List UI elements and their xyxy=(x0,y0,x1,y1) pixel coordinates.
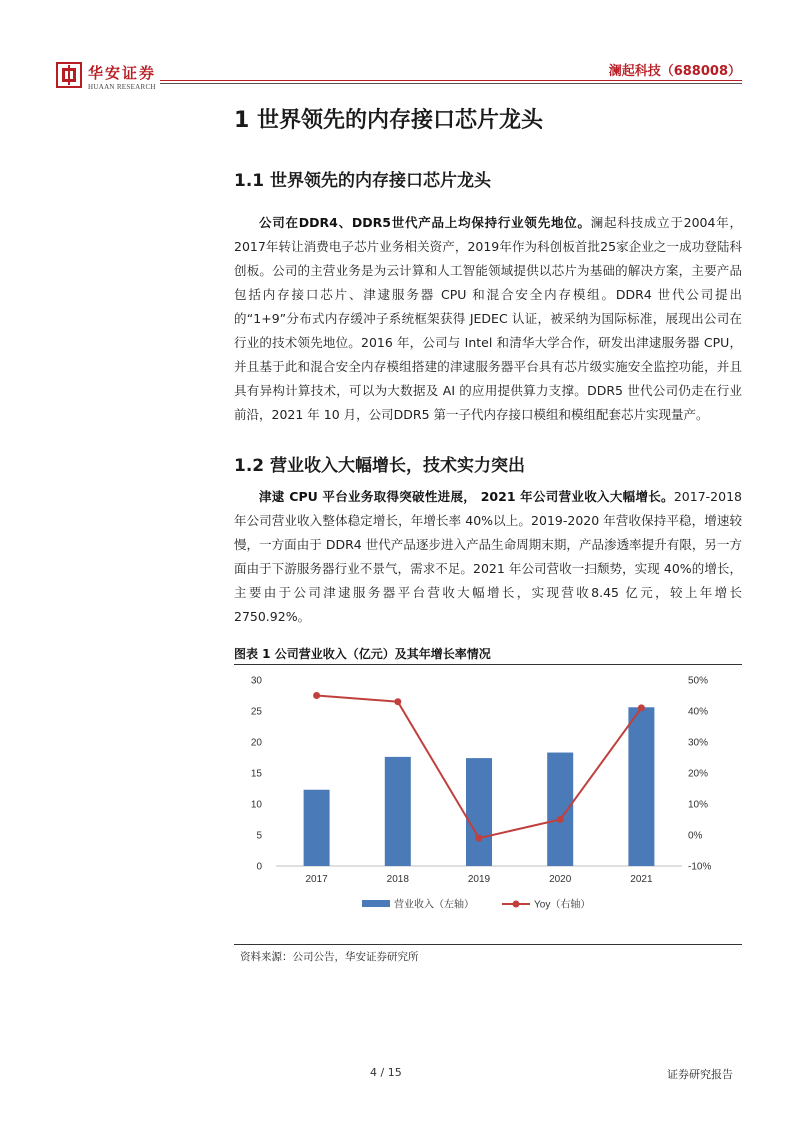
company-ticker: 澜起科技（688008） xyxy=(608,64,741,79)
section-1-2-lead: 津逮 CPU 平台业务取得突破性进展， 2021 年公司营业收入大幅增长。 xyxy=(259,489,674,504)
section-1-2-title: 1.2 营业收入大幅增长，技术实力突出 xyxy=(234,456,526,476)
legend-yoy-marker xyxy=(513,901,520,908)
y-right-tick-label: 0% xyxy=(688,830,703,842)
revenue-chart xyxy=(234,666,742,942)
y-left-tick-label: 0 xyxy=(256,861,262,873)
y-right-tick-label: -10% xyxy=(688,861,712,873)
section-1-1-title: 1.1 世界领先的内存接口芯片龙头 xyxy=(234,171,492,191)
x-tick-label: 2019 xyxy=(467,874,491,885)
x-tick-label: 2017 xyxy=(305,874,328,885)
revenue-bar xyxy=(304,790,330,866)
report-type-label: 证券研究报告 xyxy=(667,1068,733,1081)
section-1-1-paragraph xyxy=(234,211,742,427)
page-number: 4 / 15 xyxy=(370,1066,402,1079)
legend-revenue-label: 营业收入（左轴） xyxy=(394,899,474,911)
y-right-tick-label: 10% xyxy=(688,799,709,811)
header-rule xyxy=(160,80,742,81)
y-left-tick-label: 5 xyxy=(256,830,262,842)
chapter-title: 1 世界领先的内存接口芯片龙头 xyxy=(234,108,543,133)
y-right-tick-label: 40% xyxy=(688,706,709,718)
x-tick-label: 2020 xyxy=(549,874,572,885)
figure-title: 图表 1 公司营业收入（亿元）及其年增长率情况 xyxy=(234,647,491,661)
section-1-2-body: 2017-2018 年公司营业收入整体稳定增长，年增长率 40%以上。2019-2020 年营收保持平稳，增速较慢，一方面由于 DDR4 世代产品逐步进入产品生命周期末期，产品渗透率提升有限，另一方面由于下游服务器行业不景气，需求不足。2021 年公司营收一扫颓势，实现 40%的增长，主要由于公司津逮服务器平台营收大幅增长，实现营收8.45 亿元，较上年增长 2750.92%。 xyxy=(234,489,742,624)
logo-chinese-name: 华安证券 xyxy=(88,64,157,82)
revenue-bar xyxy=(385,757,411,866)
huaan-logo-icon xyxy=(56,62,82,88)
section-1-1-lead: 公司在DDR4、DDR5世代产品上均保持行业领先地位。 xyxy=(259,215,591,230)
yoy-point xyxy=(638,704,645,711)
section-1-1-body: 澜起科技成立于2004年，2017年转让消费电子芯片业务相关资产，2019年作为科创板首批25家企业之一成功登陆科创板。公司的主营业务是为云计算和人工智能领域提供以芯片为基础的解决方案，主要产品包括内存接口芯片、津逮服务器 CPU 和混合安全内存模组。DDR4 世代公司提出的“1+9”分布式内存缓冲子系统框架获得 JEDEC 认证，被采纳为国际标准，展现出公司在行业的技术领先地位。2016 年，公司与 Intel 和清华大学合作，研发出津逮服务器 CPU，并且基于此和混合安全内存模组搭建的津逮服务器平台具有芯片级实施安全监控功能，并且具有异构计算技术，可以为大数据及 AI 的应用提供算力支撑。DDR5 世代公司仍走在行业前沿，2021 年 10 月，公司DDR5 第一子代内存接口模组和模组配套芯片实现量产。 xyxy=(234,215,743,422)
y-right-tick-label: 20% xyxy=(688,768,709,780)
x-tick-label: 2021 xyxy=(630,874,653,885)
y-right-tick-label: 30% xyxy=(688,737,709,749)
legend-revenue-swatch xyxy=(362,900,390,907)
yoy-point xyxy=(476,835,483,842)
y-left-tick-label: 25 xyxy=(250,706,262,718)
figure-source: 资料来源：公司公告，华安证券研究所 xyxy=(240,951,419,963)
revenue-bar xyxy=(466,758,492,866)
x-tick-label: 2018 xyxy=(386,874,409,885)
revenue-bar xyxy=(547,753,573,866)
y-left-tick-label: 20 xyxy=(250,737,262,749)
yoy-point xyxy=(394,698,401,705)
logo-english-name: HUAAN RESEARCH xyxy=(88,83,156,91)
figure-top-rule xyxy=(234,664,742,665)
y-left-tick-label: 30 xyxy=(250,675,262,687)
section-1-2-paragraph xyxy=(234,485,742,629)
yoy-point xyxy=(313,692,320,699)
yoy-point xyxy=(557,816,564,823)
y-left-tick-label: 15 xyxy=(250,768,262,780)
header-rule-secondary xyxy=(160,83,742,84)
revenue-bar xyxy=(628,707,654,866)
figure-bottom-rule xyxy=(234,944,742,945)
y-left-tick-label: 10 xyxy=(250,799,262,811)
y-right-tick-label: 50% xyxy=(688,675,709,687)
legend-yoy-label: Yoy（右轴） xyxy=(534,899,591,911)
